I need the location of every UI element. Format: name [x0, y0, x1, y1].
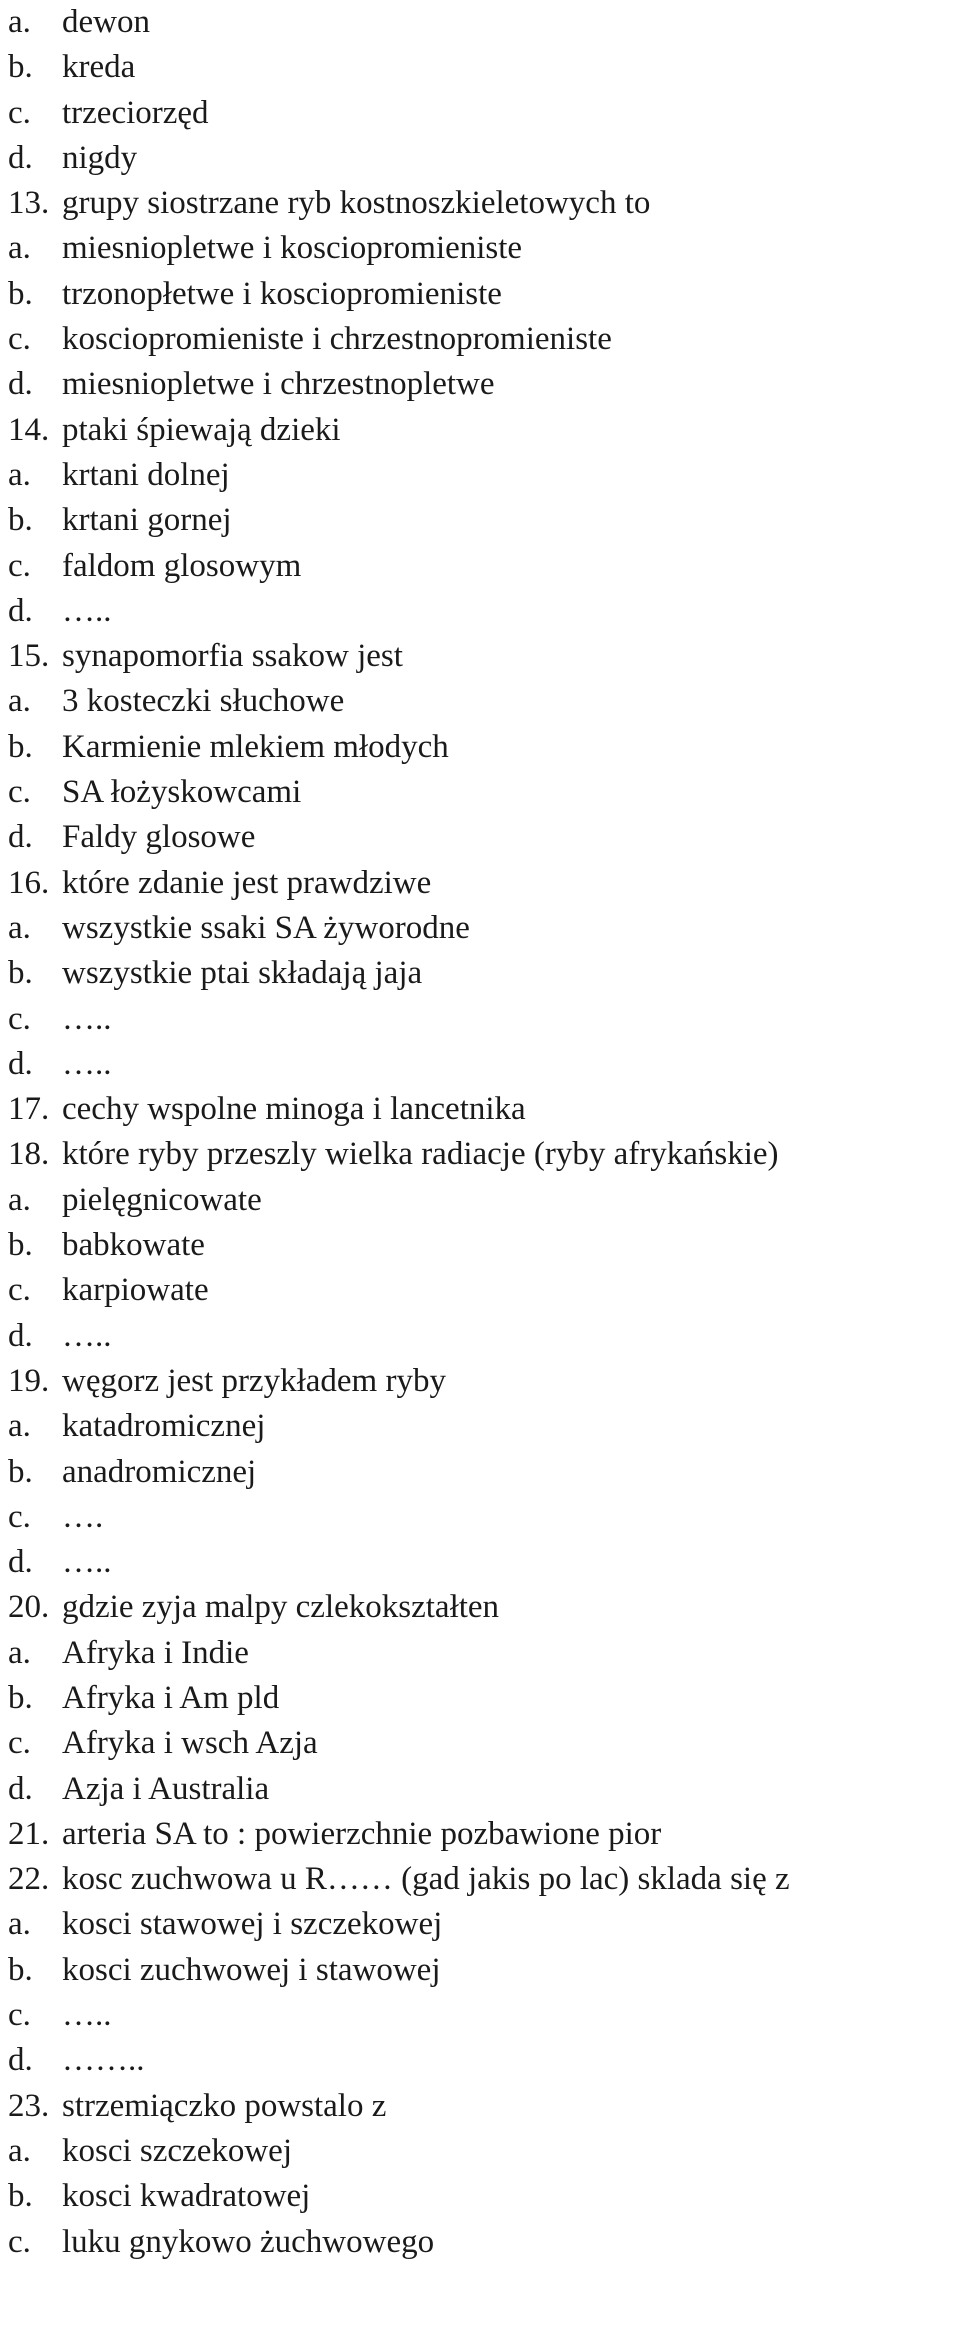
list-item: [0, 951, 960, 996]
question-text: grupy siostrzane ryb kostnoszkieletowych to: [62, 185, 651, 222]
question-item: [0, 861, 960, 906]
item-label: d.: [8, 1317, 33, 1354]
question-text: kosc zuchwowa u R…… (gad jakis po lac) sklada się z: [62, 1861, 790, 1898]
list-item: [0, 1993, 960, 2038]
list-item: [0, 1404, 960, 1449]
question-item: [0, 1087, 960, 1132]
item-label: d.: [8, 366, 33, 403]
list-item: [0, 2220, 960, 2265]
item-text: pielęgnicowate: [62, 1181, 262, 1218]
question-number: 18.: [8, 1136, 50, 1173]
item-text: miesniopletwe i chrzestnopletwe: [62, 366, 495, 403]
item-label: c.: [8, 547, 31, 584]
item-text: wszystkie ptai składają jaja: [62, 955, 423, 992]
item-text: kosci stawowej i szczekowej: [62, 1906, 443, 1943]
list-item: [0, 2038, 960, 2083]
item-text: trzeciorzęd: [62, 94, 209, 131]
list-item: [0, 272, 960, 317]
item-label: b.: [8, 728, 33, 765]
item-label: c.: [8, 1000, 31, 1037]
list-item: [0, 770, 960, 815]
list-item: [0, 1676, 960, 1721]
question-text: strzemiączko powstalo z: [62, 2087, 387, 2124]
item-text: krtani dolnej: [62, 456, 230, 493]
item-label: b.: [8, 2178, 33, 2215]
question-number: 22.: [8, 1861, 50, 1898]
list-item: [0, 1631, 960, 1676]
item-text: kosci kwadratowej: [62, 2178, 311, 2215]
question-item: [0, 181, 960, 226]
item-text: Afryka i Indie: [62, 1634, 249, 1671]
item-label: a.: [8, 1634, 31, 1671]
item-label: b.: [8, 1951, 33, 1988]
item-label: d.: [8, 1770, 33, 1807]
list-item: [0, 1268, 960, 1313]
item-text: …..: [62, 1317, 112, 1354]
list-item: [0, 1948, 960, 1993]
list-item: [0, 226, 960, 271]
item-label: d.: [8, 139, 33, 176]
item-label: c.: [8, 1272, 31, 1309]
question-text: ptaki śpiewają dzieki: [62, 411, 341, 448]
list-item: [0, 498, 960, 543]
item-text: karpiowate: [62, 1272, 209, 1309]
item-text: miesniopletwe i kosciopromieniste: [62, 230, 523, 267]
item-text: Faldy glosowe: [62, 819, 256, 856]
list-item: [0, 544, 960, 589]
list-item: [0, 589, 960, 634]
list-item: [0, 91, 960, 136]
item-label: a.: [8, 4, 31, 40]
item-text: kreda: [62, 49, 136, 86]
question-number: 20.: [8, 1589, 50, 1626]
item-text: kosciopromieniste i chrzestnopromieniste: [62, 321, 612, 358]
question-item: [0, 634, 960, 679]
item-text: kosci szczekowej: [62, 2132, 292, 2169]
item-label: a.: [8, 2132, 31, 2169]
item-text: ……..: [62, 2042, 145, 2079]
item-label: c.: [8, 321, 31, 358]
question-number: 19.: [8, 1362, 50, 1399]
item-text: katadromicznej: [62, 1408, 266, 1445]
question-text: które ryby przeszly wielka radiacje (ryby afrykańskie): [62, 1136, 779, 1173]
item-label: a.: [8, 1906, 31, 1943]
list-item: [0, 453, 960, 498]
item-label: b.: [8, 1453, 33, 1490]
item-label: a.: [8, 230, 31, 267]
item-text: ….: [62, 1498, 104, 1535]
list-item: [0, 725, 960, 770]
list-item: [0, 906, 960, 951]
item-text: kosci zuchwowej i stawowej: [62, 1951, 441, 1988]
item-text: Afryka i wsch Azja: [62, 1725, 318, 1762]
list-item: [0, 1721, 960, 1766]
item-text: dewon: [62, 4, 150, 40]
list-item: [0, 1450, 960, 1495]
question-item: [0, 1132, 960, 1177]
item-text: …..: [62, 592, 112, 629]
item-text: …..: [62, 1045, 112, 1082]
list-item: [0, 1314, 960, 1359]
list-item: [0, 1902, 960, 1947]
question-number: 16.: [8, 864, 50, 901]
list-item: [0, 1767, 960, 1812]
list-item: [0, 317, 960, 362]
list-item: [0, 1223, 960, 1268]
question-item: [0, 408, 960, 453]
question-item: [0, 1857, 960, 1902]
item-text: faldom glosowym: [62, 547, 302, 584]
list-item: [0, 2129, 960, 2174]
item-label: c.: [8, 774, 31, 811]
item-label: b.: [8, 275, 33, 312]
item-label: c.: [8, 1498, 31, 1535]
item-text: wszystkie ssaki SA żyworodne: [62, 909, 470, 946]
list-item: [0, 1178, 960, 1223]
item-label: b.: [8, 502, 33, 539]
item-text: nigdy: [62, 139, 138, 176]
item-text: …..: [62, 1997, 112, 2034]
item-label: d.: [8, 1544, 33, 1581]
item-text: Karmienie mlekiem młodych: [62, 728, 449, 765]
item-label: d.: [8, 2042, 33, 2079]
question-text: arteria SA to : powierzchnie pozbawione pior: [62, 1815, 662, 1852]
list-item: [0, 679, 960, 724]
item-label: a.: [8, 1408, 31, 1445]
item-text: Azja i Australia: [62, 1770, 270, 1807]
item-text: babkowate: [62, 1227, 205, 1264]
list-item: [0, 136, 960, 181]
item-text: krtani gornej: [62, 502, 232, 539]
question-text: węgorz jest przykładem ryby: [62, 1362, 446, 1399]
list-item: [0, 45, 960, 90]
item-label: d.: [8, 819, 33, 856]
item-label: d.: [8, 1045, 33, 1082]
item-label: a.: [8, 456, 31, 493]
item-label: c.: [8, 1997, 31, 2034]
question-number: 13.: [8, 185, 50, 222]
list-item: [0, 997, 960, 1042]
item-label: c.: [8, 94, 31, 131]
item-text: SA łożyskowcami: [62, 774, 302, 811]
item-text: …..: [62, 1544, 112, 1581]
item-text: anadromicznej: [62, 1453, 257, 1490]
list-item: [0, 0, 960, 45]
item-text: 3 kosteczki słuchowe: [62, 683, 345, 720]
list-item: [0, 362, 960, 407]
question-text: gdzie zyja malpy czlekokształten: [62, 1589, 500, 1626]
list-item: [0, 815, 960, 860]
item-text: luku gnykowo żuchwowego: [62, 2223, 435, 2260]
question-item: [0, 2084, 960, 2129]
item-label: a.: [8, 909, 31, 946]
item-label: b.: [8, 1679, 33, 1716]
item-label: a.: [8, 683, 31, 720]
question-text: synapomorfia ssakow jest: [62, 638, 403, 675]
question-item: [0, 1359, 960, 1404]
question-number: 15.: [8, 638, 50, 675]
item-label: b.: [8, 1227, 33, 1264]
question-number: 14.: [8, 411, 50, 448]
item-text: trzonopłetwe i kosciopromieniste: [62, 275, 502, 312]
question-number: 21.: [8, 1815, 50, 1852]
list-item: [0, 1042, 960, 1087]
item-label: b.: [8, 49, 33, 86]
item-text: Afryka i Am pld: [62, 1679, 280, 1716]
question-text: cechy wspolne minoga i lancetnika: [62, 1091, 526, 1128]
list-item: [0, 1495, 960, 1540]
question-number: 17.: [8, 1091, 50, 1128]
question-item: [0, 1585, 960, 1630]
question-number: 23.: [8, 2087, 50, 2124]
item-label: b.: [8, 955, 33, 992]
question-text: które zdanie jest prawdziwe: [62, 864, 432, 901]
item-text: …..: [62, 1000, 112, 1037]
item-label: c.: [8, 1725, 31, 1762]
item-label: c.: [8, 2223, 31, 2260]
item-label: d.: [8, 592, 33, 629]
question-item: [0, 1812, 960, 1857]
list-item: [0, 1540, 960, 1585]
list-item: [0, 2174, 960, 2219]
item-label: a.: [8, 1181, 31, 1218]
